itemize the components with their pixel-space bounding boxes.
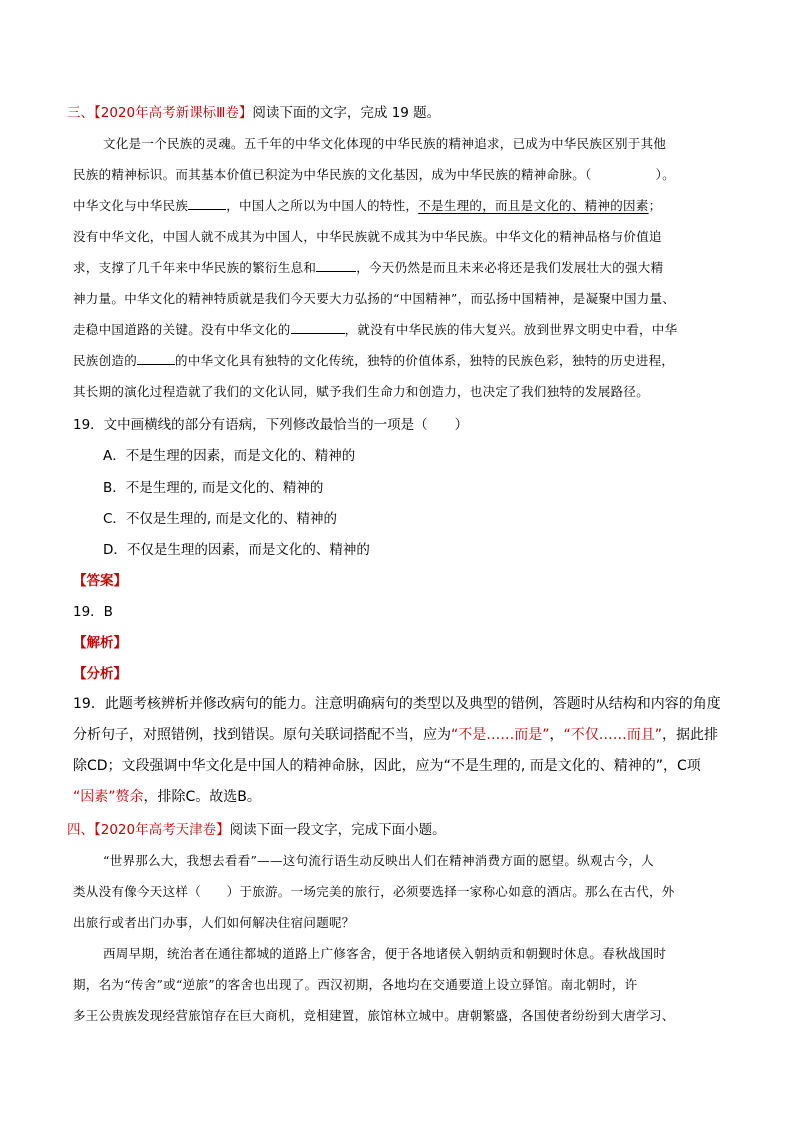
fill-blank: [137, 351, 175, 365]
passage-text: 文化是一个民族的灵魂。五千年的中华文化体现的中华民族的精神追求，已成为中华民族区别于其他: [103, 136, 667, 151]
section-3-source-tag: 【2020年高考新课标Ⅲ卷】: [94, 105, 253, 121]
highlighted-text: “不是……而是”: [451, 727, 550, 743]
passage-text: ，今天仍然是而且未来必将还是我们发展壮大的强大精: [356, 260, 664, 275]
explanation-text: ，C项: [662, 758, 701, 774]
explanation-text: 除CD；文段强调中华文化是中国人的精神命脉，因此，应为: [73, 758, 444, 774]
question-text: 19．文中画横线的部分有语病，下列修改最恰当的一项是（ ）: [73, 417, 469, 433]
option-text: B．不是生理的, 而是文化的、精神的: [103, 480, 324, 496]
passage-text: 走稳中国道路的关键。没有中华文化的: [73, 322, 291, 337]
question-19-stem: [73, 413, 794, 443]
passage-text: ，中国人之所以为中国人的特性，: [226, 198, 419, 213]
passage-1-line-1: [103, 134, 794, 164]
explanation-heading: [73, 631, 794, 661]
passage-2-line-2: [73, 882, 794, 912]
passage-1-line-2: [73, 165, 794, 195]
explanation-line-4: [73, 786, 794, 816]
passage-text: 期，名为“传舍”或“逆旅”的客舍也出现了。西汉初期，各地均在交通要道上设立驿馆。南北朝时，许: [73, 977, 638, 992]
heading-text: 【分析】: [73, 666, 127, 682]
fill-blank: [188, 196, 226, 210]
option-text: C．不仅是生理的, 而是文化的、精神的: [103, 511, 338, 527]
option-c: [103, 507, 794, 537]
section-4-instruction: 阅读下面一段文字，完成下面小题。: [229, 822, 446, 838]
passage-1-line-3: [73, 196, 794, 226]
explanation-line-2: [73, 724, 794, 754]
passage-text: 没有中华文化，中国人就不成其为中国人，中华民族就不成其为中华民族。中华文化的精神品格与价值追: [73, 229, 662, 244]
passage-1-line-5: [73, 258, 794, 288]
section-3-instruction: 阅读下面的文字，完成 19 题。: [252, 105, 441, 121]
passage-2-line-4: [103, 944, 794, 974]
passage-text: 中华文化与中华民族: [73, 198, 189, 213]
section-4-number: 四、: [67, 822, 94, 838]
option-text: A．不是生理的因素，而是文化的、精神的: [103, 448, 356, 464]
heading-text: 【解析】: [73, 635, 127, 651]
section-3-number: 三、: [67, 105, 94, 121]
option-a: [103, 444, 794, 474]
option-d: [103, 538, 794, 568]
section-3-header: [67, 101, 794, 131]
passage-2-line-5: [73, 975, 794, 1005]
passage-text: ）。: [655, 167, 675, 182]
passage-text: 神力量。中华文化的精神特质就是我们今天要大力弘扬的“中国精神”，而弘扬中国精神，是凝聚中国力量、: [73, 291, 676, 306]
passage-2-line-3: [73, 913, 794, 943]
explanation-text: 分析句子，对照错例，找到错误。原句关联词搭配不当，应为: [73, 727, 451, 743]
option-text: D．不仅是生理的因素，而是文化的、精神的: [103, 542, 370, 558]
passage-1-line-9: [73, 382, 794, 412]
passage-text: 民族的精神标识。而其基本价值已积淀为中华民族的文化基因，成为中华民族的精神命脉。（: [73, 167, 592, 182]
explanation-text: ，据此排: [662, 727, 719, 743]
explanation-line-1: [73, 693, 794, 723]
section-4-header: [67, 818, 794, 848]
passage-text: 西周早期，统治者在通往都城的道路上广修客舍，便于各地诸侯入朝纳贡和朝觐时休息。春秋战国时: [103, 946, 667, 961]
passage-1-line-6: [73, 289, 794, 319]
passage-1-line-7: [73, 320, 794, 350]
section-4-source-tag: 【2020年高考天津卷】: [94, 822, 230, 838]
answer-heading: [73, 569, 794, 599]
passage-text: 的中华文化具有独特的文化传统，独特的价值体系，独特的民族色彩，独特的历史进程，: [175, 353, 675, 368]
explanation-text: ，: [549, 727, 564, 743]
highlighted-text: “因素”赘余: [73, 789, 144, 805]
explanation-text: “不是生理的, 而是文化的、精神的”: [443, 758, 663, 774]
answer-value: [73, 600, 794, 630]
analysis-heading: [73, 662, 794, 692]
heading-text: 【答案】: [73, 573, 127, 589]
passage-text: 类从没有像今天这样（ ）于旅游。一场完美的旅行，必须要选择一家称心如意的酒店。那么在古代，外: [73, 884, 675, 899]
passage-text: 多王公贵族发现经营旅馆存在巨大商机，竞相建置，旅馆林立城中。唐朝繁盛，各国使者纷纷到大唐学习、: [73, 1008, 675, 1023]
passage-text: 民族创造的: [73, 353, 138, 368]
fill-blank: [316, 258, 356, 272]
answer-text: 19．B: [73, 604, 113, 620]
passage-text: 求，支撑了几千年来中华民族的繁衍生息和: [73, 260, 317, 275]
passage-text: 其长期的演化过程造就了我们的文化认同，赋予我们生命力和创造力，也决定了我们独特的发展路径。: [73, 384, 650, 399]
passage-text: ，就没有中华民族的伟大复兴。放到世界文明史中看，中华: [344, 322, 678, 337]
explanation-text: 19．此题考核辨析并修改病句的能力。注意明确病句的类型以及典型的错例，答题时从结构和内容的角度: [73, 696, 721, 712]
passage-text: ；: [648, 198, 662, 213]
explanation-text: ，排除C。故选B。: [143, 789, 261, 805]
passage-1-line-4: [73, 227, 794, 257]
underlined-error-phrase: 不是生理的，而且是文化的、精神的因素: [418, 198, 649, 213]
passage-2-line-6: [73, 1006, 794, 1036]
passage-2-line-1: [103, 851, 794, 881]
passage-text: “世界那么大，我想去看看”——这句流行语生动反映出人们在精神消费方面的愿望。纵观古今，人: [103, 853, 654, 868]
option-b: [103, 476, 794, 506]
passage-text: 出旅行或者出门办事，人们如何解决住宿问题呢？: [73, 915, 355, 930]
fill-blank: [291, 320, 345, 334]
explanation-line-3: [73, 755, 794, 785]
highlighted-text: “不仅……而且”: [563, 727, 663, 743]
passage-1-line-8: [73, 351, 794, 381]
